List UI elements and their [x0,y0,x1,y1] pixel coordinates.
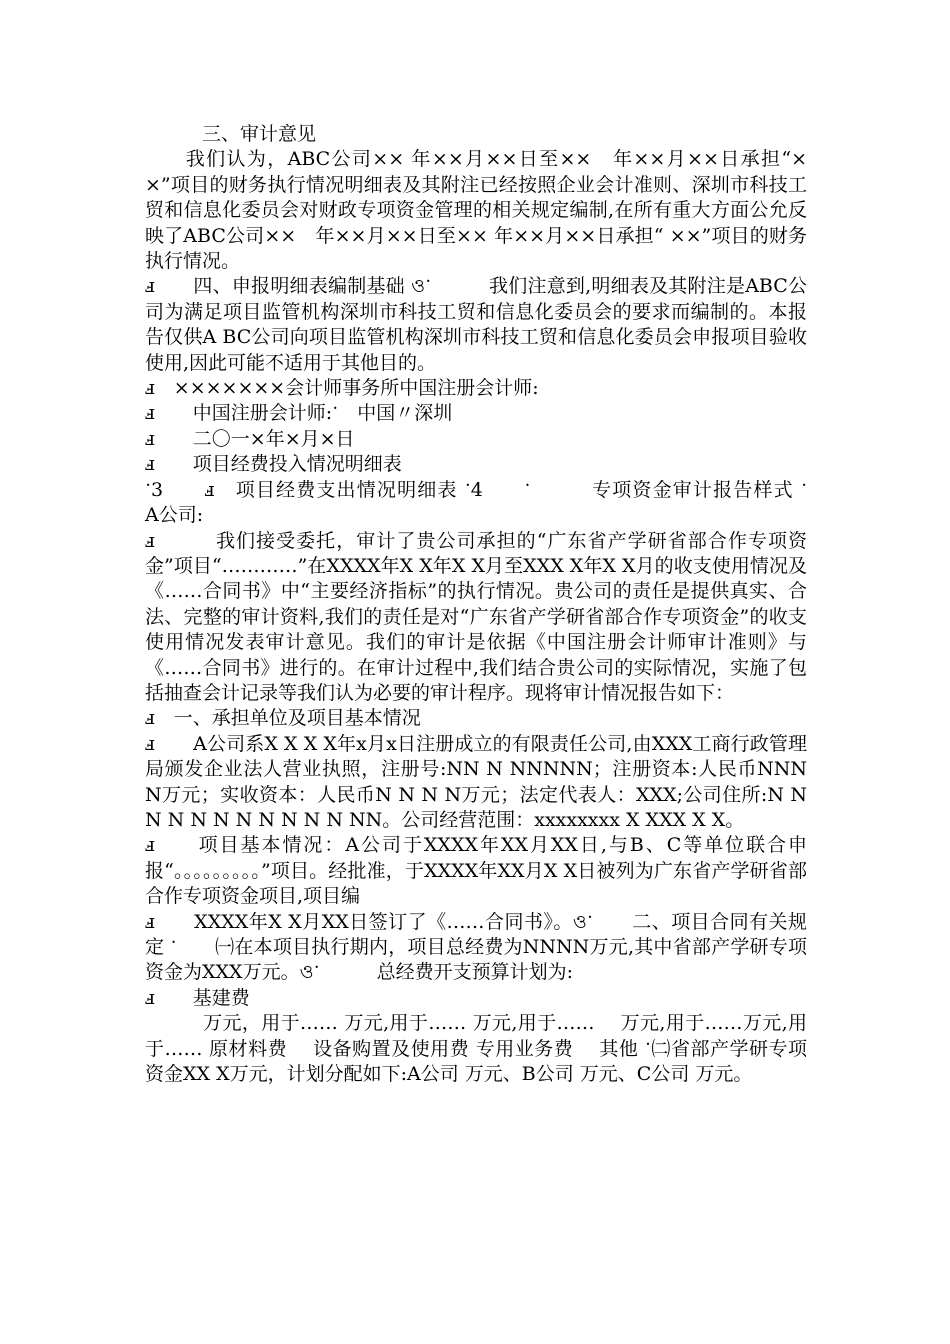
line-investment-table: ⅎ 项目经费投入情况明细表 [145,453,402,476]
heading-basic-info: ⅎ 一、承担单位及项目基本情况 [145,707,421,730]
paragraph-basis-of-preparation: ⅎ 四、申报明细表编制基础 ওॱ 我们注意到,明细表及其附注是ABC公司为满足项目监管机构深圳市科技工贸和信息化委员会的要求而编制的。本报告仅供A BC公司向项目监管机构深圳市科技工贸和信息化委员会申报项目验收使用,因此可能不适用于其他目的。 [145,275,807,374]
paragraph-audit-opinion: 我们认为，ABC公司×× 年××月××日至×× 年××月××日承担“××”项目的财务执行情况明细表及其附注已经按照企业会计准则、深圳市科技工贸和信息化委员会对财政专项资金管理的相关规定编制,在所有重大方面公允反映了ABC公司×× 年××月××日至×× 年××月××日承担“ ××”项目的财务执行情况。 [145,148,807,273]
document-body [145,122,846,1087]
line-date: ⅎ 二〇一×年×月×日 [145,427,355,450]
line-construction-cost: ⅎ 基建费 [145,986,250,1009]
paragraph-company-info: ⅎ A公司系X X X X年x月x日注册成立的有限责任公司,由XXX工商行政管理局颁发企业法人营业执照，注册号:NN N NNNNN；注册资本:人民币NNN N万元；实收资本：人民币N N N N万元；法定代表人：XXX;公司住所:N NN N N N N N N N N NN。公司经营范围：xxxxxxxx X XXX X X。 [145,732,807,831]
line-cpa-location: ⅎ 中国注册会计师:ॱ 中国〃深圳 [145,402,453,425]
heading-audit-opinion: 三、审计意见 [145,123,317,145]
paragraph-engagement: ⅎ 我们接受委托，审计了贵公司承担的“广东省产学研省部合作专项资金”项目“…………”在XXXX年X X年X X月至XXX X年X X月的收支使用情况及《……合同书》中“主要经济指标”的执行情况。贵公司的责任是提供真实、合法、完整的审计资料,我们的责任是对“广东省产学研省部合作专项资金”的收支使用情况发表审计意见。我们的审计是依据《中国注册会计师审计准则》与《……合同书》进行的。在审计过程中,我们结合贵公司的实际情况，实施了包括抽查会计记录等我们认为必要的审计程序。现将审计情况报告如下： [145,529,807,704]
line-accounting-firm: ⅎ ×××××××会计师事务所中国注册会计师: [145,377,539,400]
paragraph-contract-terms: ⅎ XXXX年X X月XX日签订了《……合同书》。ওॱ 二、项目合同有关规定 ॱ ㈠在本项目执行期内，项目总经费为NNNN万元,其中省部产学研专项资金为XXX万元。ওॱ 总经费开支预算计划为: [145,910,807,984]
paragraph-project-info: ⅎ 项目基本情况：A公司于XXXX年XX月XX日,与B、C等单位联合申报“。。。。。。。。。”项目。经批准，于XXXX年XX月X X日被列为广东省产学研省部合作专项资金项目,项目编 [145,834,807,908]
line-expense-table-report-sample: ॱ3 ⅎ 项目经费支出情况明细表 ॱ4 ॱ 专项资金审计报告样式 ॱ A公司: [145,478,846,527]
paragraph-budget-allocation: 万元，用于…… 万元,用于…… 万元,用于…… 万元,用于……万元,用于…… 原材料费 设备购置及使用费 专用业务费 其他 ॱ㈡省部产学研专项资金XX X万元，计划分配如下:A公司 万元、B公司 万元、C公司 万元。 [145,1012,807,1086]
